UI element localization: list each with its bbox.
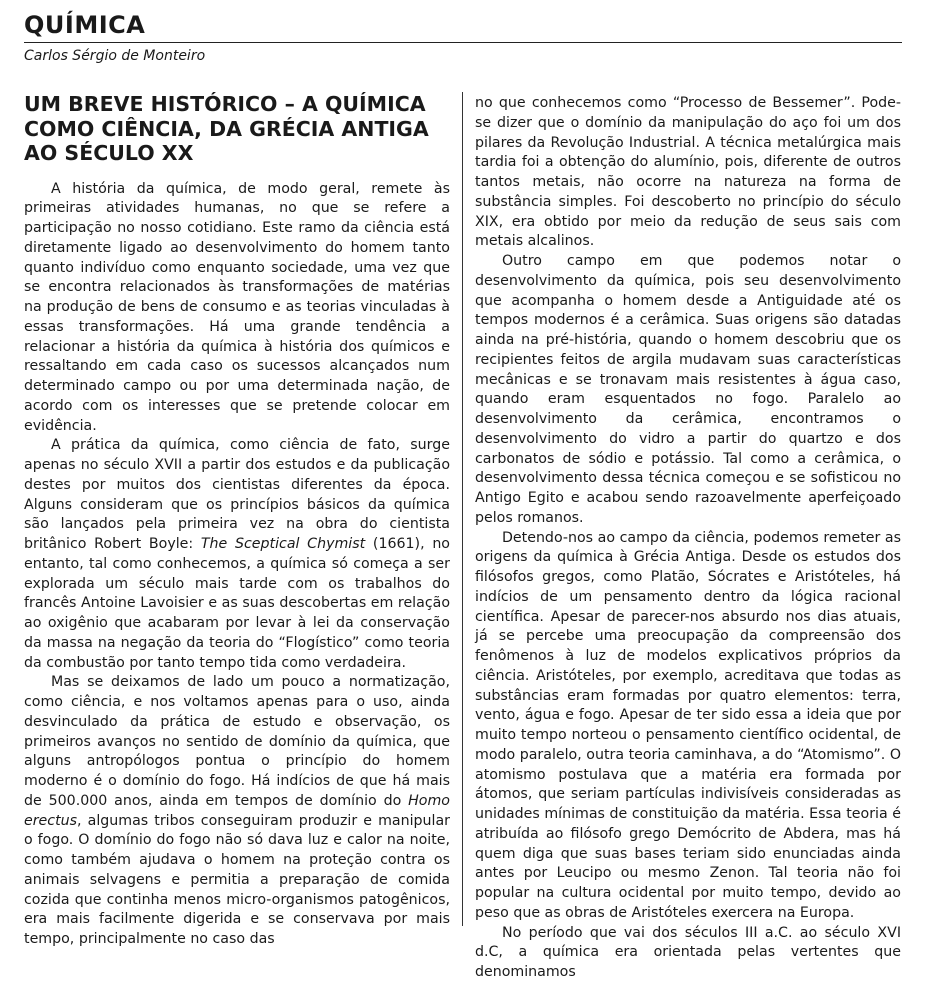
paragraph-3-text-b: , algumas tribos conseguiram produzir e manipular o fogo. O domínio do fogo não só dava luz e calor na noite, como também ajudava o homem na proteção contra os animais selvagens e permitia a preparação de comida cozida que continha menos micro-organismos patogênicos, era mais facilmente digerida e se conservava por mais tempo, principalmente no caso das: [24, 812, 450, 947]
book-title-italic: The Sceptical Chymist: [200, 536, 366, 552]
author-name: Carlos Sérgio de Monteiro: [24, 48, 206, 64]
left-column: [24, 92, 450, 950]
paragraph-2-text-a: A prática da química, como ciência de fato, surge apenas no século XVII a partir dos estudos e da publicação destes por muitos dos cientistas diferentes da época. Alguns consideram que os princípios básicos da química são lançados pela primeira vez na obra do cientista britânico Robert Boyle:: [24, 437, 450, 552]
paragraph-4: no que conhecemos como “Processo de Bessemer”. Pode-se dizer que o domínio da manipulação do aço foi um dos pilares da Revolução Industrial. A técnica metalúrgica mais tardia foi a obtenção do alumínio, pois, diferente de outros tantos metais, não ocorre na natureza na forma de substância simples. Foi descoberto no princípio do século XIX, era obtido por meio da redução de seus sais com metais alcalinos.: [475, 95, 901, 250]
paragraph-3: [24, 673, 450, 950]
column-divider: [462, 92, 463, 926]
article-title: UM BREVE HISTÓRICO – A QUÍMICA COMO CIÊNCIA, DA GRÉCIA ANTIGA AO SÉCULO XX: [24, 92, 429, 165]
species-name-italic: Homo erectus: [24, 792, 450, 829]
section-title: QUÍMICA: [24, 11, 146, 39]
paragraph-1: A história da química, de modo geral, remete às primeiras atividades humanas, no que se refere a participação no nosso cotidiano. Este ramo da ciência está diretamente ligado ao desenvolvimento do homem tanto quanto indivíduo como enquanto sociedade, uma vez que se encontra relacionados às transformações de matérias na produção de bens de consumo e as teorias vinculadas à essas transformações. Há uma grande tendência a relacionar a história da química à história dos químicos e ressaltando em cada caso os sucessos alcançados num determinado campo ou por uma determinada nação, de acordo com os interesses que se pretende colocar em evidência.: [24, 180, 450, 434]
paragraph-7: No período que vai dos séculos III a.C. ao século XVI d.C, a química era orientada pelas vertentes que denominamos: [475, 924, 901, 980]
paragraph-3-text-a: Mas se deixamos de lado um pouco a normatização, como ciência, e nos voltamos apenas para o uso, ainda desvinculado da prática de estudo e observação, os primeiros avanços no sentido de domínio da química, que alguns antropólogos pontua o princípio do homem moderno é o domínio do fogo. Há indícios de que há mais de 500.000 anos, ainda em tempos de domínio do: [24, 674, 450, 809]
paragraph-2: [24, 436, 450, 673]
paragraph-6: Detendo-nos ao campo da ciência, podemos remeter as origens da química à Grécia Antiga. Desde os estudos dos filósofos gregos, como Platão, Sócrates e Aristóteles, há indícios de um pensamento dentro da lógica racional científica. Apesar de parecer-nos absurdo nos dias atuais, já se percebe uma preocupação da compreensão dos fenômenos à luz de modelos explicativos próprios da ciência. Aristóteles, por exemplo, acreditava que todas as substâncias eram formadas por quatro elementos: terra, vento, água e fogo. Apesar de ter sido essa a ideia que por muito tempo norteou o pensamento científico ocidental, de modo paralelo, outra teoria caminhava, a do “Atomismo”. O atomismo postulava que a matéria era formada por átomos, que seriam partículas indivisíveis consideradas as unidades mínimas de constituição da matéria. Essa teoria é atribuída ao filósofo grego Demócrito de Abdera, mas há quem diga que suas bases teriam sido enunciadas ainda antes por Leucipo ou mesmo Zenon. Tal teoria não foi popular na cultura ocidental por muito tempo, devido ao peso que as obras de Aristóteles exercera na Europa.: [475, 529, 901, 921]
section-header: [24, 10, 902, 65]
paragraph-2-text-b: (1661), no entanto, tal como conhecemos, a química só começa a ser explorada um século mais tarde com os trabalhos do francês Antoine Lavoisier e as suas descobertas em relação ao oxigênio que acabaram por levar à lei da conservação da massa na negação da teoria do “Flogístico” como teoria da combustão por tanto tempo tida como verdadeira.: [24, 536, 450, 671]
header-rule: [24, 42, 902, 43]
paragraph-5: Outro campo em que podemos notar o desenvolvimento da química, pois seu desenvolvimento que acompanha o homem desde a Antiguidade até os tempos modernos é a cerâmica. Suas origens são datadas ainda na pré-história, quando o homem descobriu que os recipientes feitos de argila mudavam suas características mecânicas e se tronavam mais resistentes à água caso, quando eram esquentados no fogo. Paralelo ao desenvolvimento da cerâmica, encontramos o desenvolvimento do vidro a partir do quartzo e dos carbonatos de sódio e potássio. Tal como a cerâmica, o desenvolvimento dessa técnica começou e se sofisticou no Antigo Egito e acabou sendo razoavelmente aperfeiçoado pelos romanos.: [475, 253, 901, 526]
right-column: [475, 94, 901, 983]
